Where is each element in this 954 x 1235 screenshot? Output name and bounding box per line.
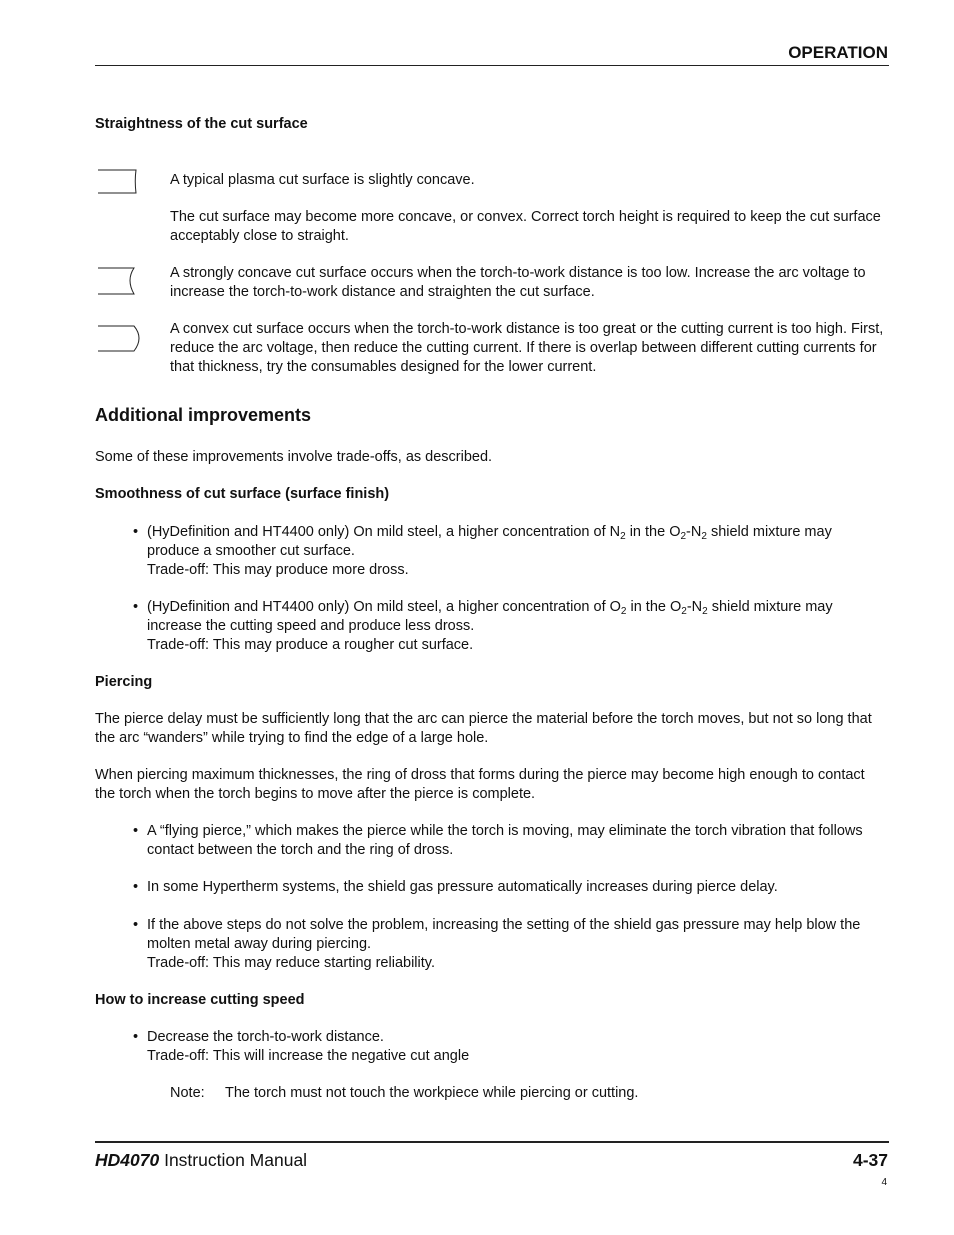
note-text: The torch must not touch the workpiece while piercing or cutting. (225, 1085, 639, 1101)
footer-title (95, 1150, 307, 1171)
header-rule (95, 65, 889, 66)
smoothness-heading: Smoothness of cut surface (surface finish) (95, 486, 390, 502)
bullet-dot: • (133, 823, 139, 839)
subscript: 2 (701, 531, 707, 542)
additional-intro: Some of these improvements involve trade-offs, as described. (95, 449, 493, 465)
text-run: (HyDefinition and HT4400 only) On mild steel, a higher concentration of N (147, 524, 621, 540)
page-number: 4-37 (852, 1150, 888, 1170)
strongly-concave-diagram-icon (96, 266, 140, 298)
piercing-p2: When piercing maximum thicknesses, the ring of dross that forms during the pierce may become high enough to contact the torch when the torch begins to move after the pierce is complete. (95, 767, 865, 802)
straightness-heading: Straightness of the cut surface (95, 116, 308, 132)
note-label: Note: (170, 1085, 205, 1101)
smoothness-bullet-1 (147, 523, 892, 580)
piercing-bullet-1: A “flying pierce,” which makes the pierce while the torch is moving, may eliminate the torch vibration that follows contact between the torch and the ring of dross. (147, 823, 863, 858)
bullet-text: If the above steps do not solve the problem, increasing the setting of the shield gas pressure may help blow the molten metal away during piercing. (147, 917, 861, 952)
piercing-bullet-3 (147, 916, 892, 973)
straightness-p4: A convex cut surface occurs when the torch-to-work distance is too great or the cutting current is too high. First, reduce the arc voltage, then reduce the cutting current. If there is overlap between different cutting currents for that thickness, try the consumables designed for the lower current. (170, 321, 884, 375)
bullet-dot: • (133, 917, 139, 933)
subscript: 2 (680, 531, 687, 542)
bullet-dot: • (133, 524, 139, 540)
bullet-dot: • (133, 599, 139, 615)
text-run: in the O (626, 599, 682, 615)
straightness-p2: The cut surface may become more concave, or convex. Correct torch height is required to keep the cut surface acceptably close to straight. (170, 209, 881, 244)
bullet-dot: • (133, 879, 139, 895)
speed-bullet (147, 1028, 887, 1066)
manual-label: Instruction Manual (159, 1150, 308, 1170)
smoothness-bullet-2 (147, 598, 892, 655)
bullet-line: produce a smoother cut surface. (147, 543, 355, 559)
text-run: shield mixture may (706, 524, 832, 540)
subscript: 2 (620, 606, 627, 617)
text-run: (HyDefinition and HT4400 only) On mild steel, a higher concentration of O (147, 599, 621, 615)
tradeoff-text: Trade-off: This may produce more dross. (147, 562, 409, 578)
piercing-bullet-2: In some Hypertherm systems, the shield gas pressure automatically increases during pierce delay. (147, 879, 778, 895)
text-run: in the O (625, 524, 681, 540)
tradeoff-text: Trade-off: This may reduce starting reliability. (147, 955, 435, 971)
text-run: -N (686, 599, 703, 615)
subscript: 2 (620, 531, 626, 542)
subscript: 2 (702, 606, 708, 617)
tradeoff-text: Trade-off: This will increase the negative cut angle (147, 1048, 470, 1064)
text-run: shield mixture may (707, 599, 833, 615)
additional-heading: Additional improvements (95, 405, 312, 425)
bullet-dot: • (133, 1029, 139, 1045)
text-run: -N (686, 524, 702, 540)
subscript: 2 (681, 606, 687, 617)
section-header: OPERATION (788, 43, 888, 62)
small-page-index: 4 (881, 1177, 887, 1188)
convex-diagram-icon (96, 324, 144, 354)
bullet-line: increase the cutting speed and produce less dross. (147, 618, 475, 634)
model-name: HD4070 (95, 1150, 160, 1170)
piercing-heading: Piercing (95, 674, 153, 690)
tradeoff-text: Trade-off: This may produce a rougher cut surface. (147, 637, 474, 653)
piercing-p1: The pierce delay must be sufficiently long that the arc can pierce the material before the torch moves, but not so long that the arc “wanders” while trying to find the edge of a large hole. (95, 711, 872, 746)
bullet-text: Decrease the torch-to-work distance. (147, 1029, 384, 1045)
slightly-concave-diagram-icon (96, 168, 140, 196)
straightness-p1: A typical plasma cut surface is slightly concave. (170, 172, 475, 188)
footer-rule (95, 1141, 889, 1143)
speed-heading: How to increase cutting speed (95, 992, 305, 1008)
straightness-p3: A strongly concave cut surface occurs when the torch-to-work distance is too low. Increase the arc voltage to increase the torch-to-work distance and straighten the cut surface. (170, 265, 866, 300)
